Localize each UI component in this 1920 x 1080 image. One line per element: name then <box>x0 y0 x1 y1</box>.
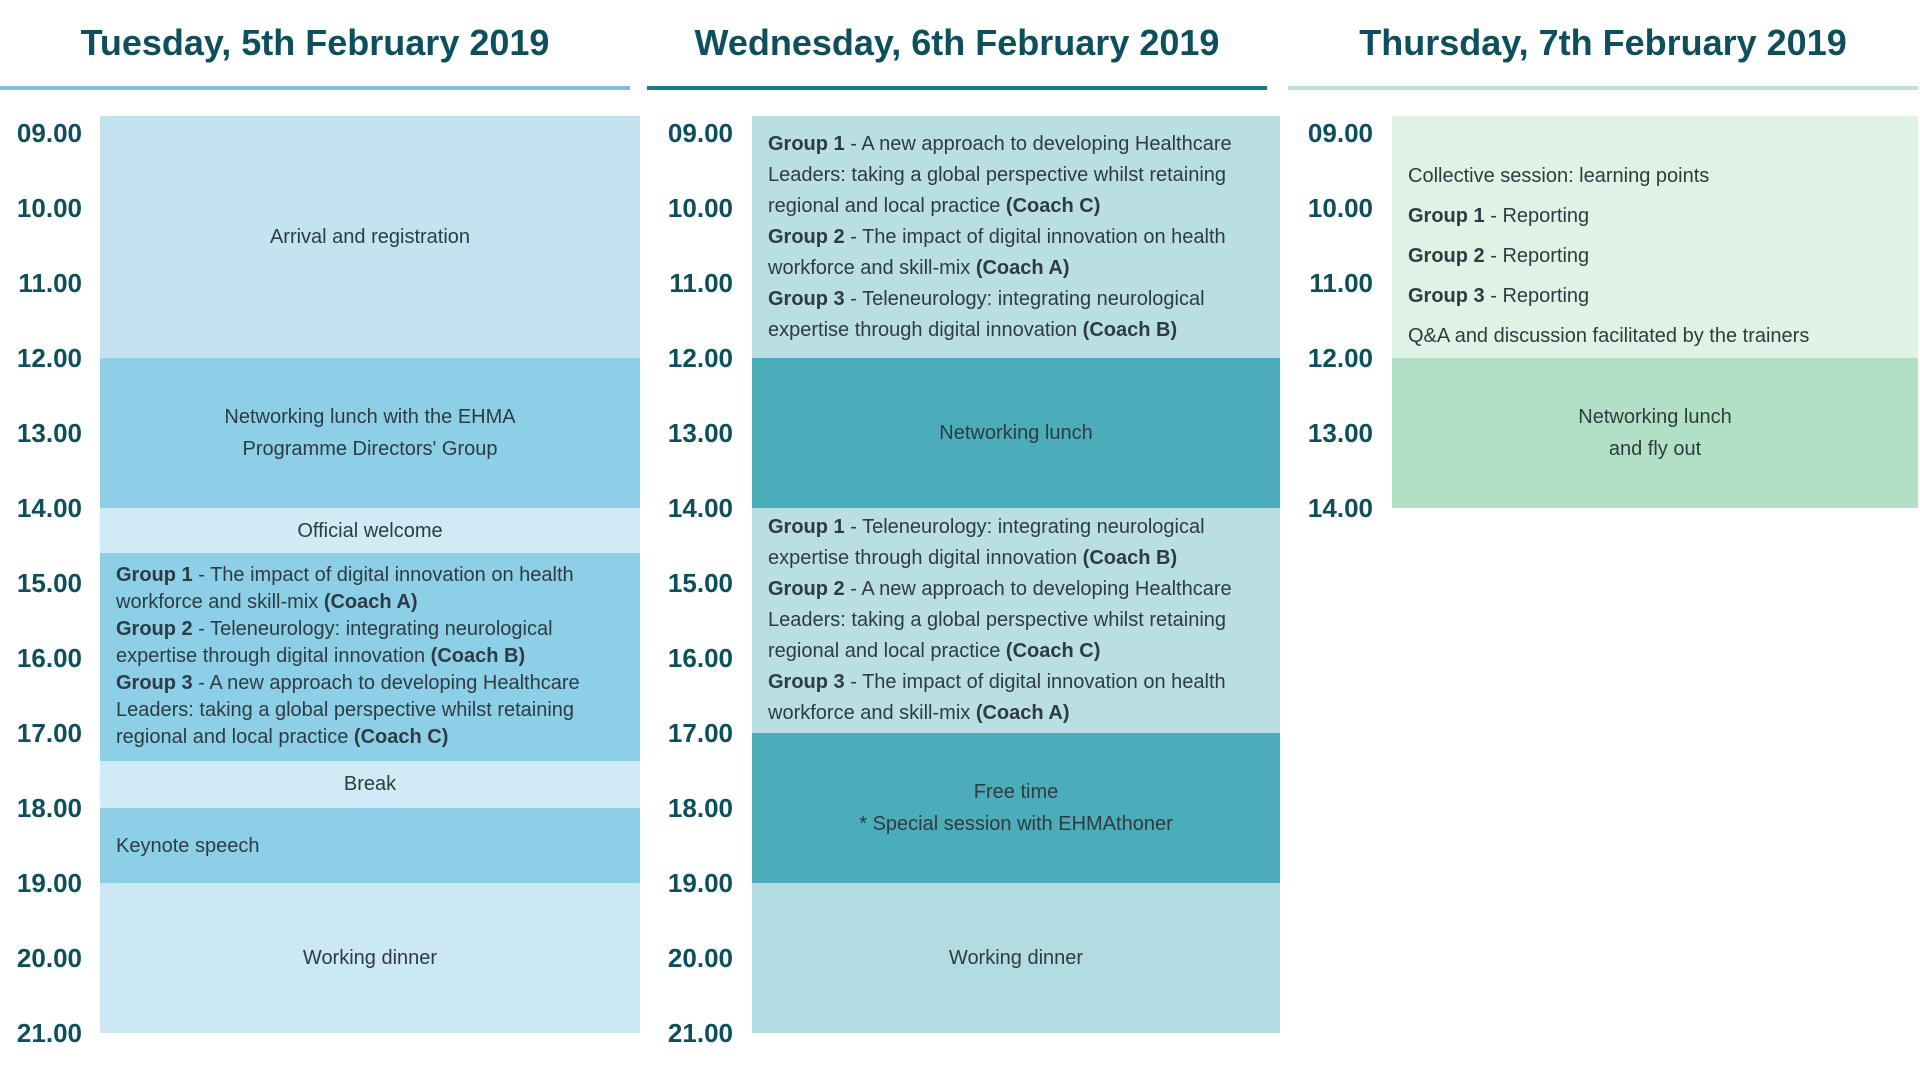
event-line <box>303 942 437 974</box>
event-line <box>116 724 448 751</box>
event-text-segment: Group 3 <box>768 671 845 693</box>
event-text-segment: regional and local practice <box>768 640 1006 662</box>
hour-label: 09.00 <box>1307 118 1373 148</box>
event-line <box>768 191 1100 222</box>
hour-label: 18.00 <box>667 793 733 823</box>
hour-label: 13.00 <box>16 418 82 448</box>
day-header-thursday: Thursday, 7th February 2019 <box>1359 22 1847 63</box>
event-line <box>768 512 1205 543</box>
event-text-segment: Break <box>343 773 397 796</box>
event-text-segment: Group 1 <box>768 132 845 155</box>
event-line <box>768 129 1232 160</box>
event-text-segment: (Coach A) <box>975 702 1070 724</box>
event-block <box>752 116 1280 358</box>
hour-label: 10.00 <box>16 193 82 223</box>
event-block <box>100 761 640 808</box>
hour-label: 19.00 <box>16 868 82 898</box>
hour-label: 19.00 <box>667 868 733 898</box>
hour-label: 10.00 <box>1307 193 1373 223</box>
event-block <box>752 733 1280 883</box>
event-text-segment: - Reporting <box>1484 285 1590 307</box>
event-block <box>100 358 640 508</box>
event-block <box>752 508 1280 733</box>
event-block <box>1392 358 1918 508</box>
event-block <box>100 553 640 761</box>
event-text-segment: * Special session with EHMAthoner <box>859 813 1173 835</box>
event-text-segment: (Coach B) <box>1082 547 1178 569</box>
event-text-segment: Working dinner <box>948 947 1084 969</box>
event-block <box>100 808 640 883</box>
day-underline-wednesday <box>647 86 1267 90</box>
event-line <box>768 315 1177 346</box>
event-text-segment: Leaders: taking a global perspective whilst retaining <box>116 699 575 722</box>
event-line <box>939 417 1092 449</box>
event-block <box>1392 116 1918 358</box>
event-text-segment: - A new approach to developing Healthcare <box>844 578 1232 600</box>
event-line <box>224 401 515 433</box>
event-text-segment: expertise through digital innovation <box>768 318 1083 341</box>
hour-label: 11.00 <box>1309 268 1373 298</box>
event-text-segment: Group 3 <box>116 672 193 695</box>
hour-label: 14.00 <box>667 493 733 523</box>
event-text-segment: Q&A and discussion facilitated by the trainers <box>1408 325 1810 347</box>
event-line <box>768 284 1205 315</box>
event-line <box>768 605 1226 636</box>
event-text-segment: Group 1 <box>768 516 845 538</box>
event-text-segment: Keynote speech <box>116 834 260 857</box>
event-line <box>859 808 1172 840</box>
event-block <box>752 883 1280 1033</box>
event-text-segment: Collective session: learning points <box>1408 165 1710 187</box>
hour-label: 15.00 <box>667 568 733 598</box>
event-text-segment: (Coach C) <box>1005 640 1101 662</box>
event-line <box>116 830 259 862</box>
event-text-segment: - A new approach to developing Healthcare <box>844 132 1232 155</box>
hour-label: 17.00 <box>667 718 733 748</box>
event-text-segment: Free time <box>973 781 1059 803</box>
event-line <box>344 768 396 800</box>
event-text-segment: workforce and skill-mix <box>768 256 976 279</box>
event-line <box>768 667 1226 698</box>
event-text-segment: Networking lunch <box>1578 406 1732 428</box>
event-text-segment: - Teleneurology: integrating neurological <box>844 516 1205 538</box>
event-text-segment: Networking lunch <box>939 422 1093 444</box>
event-line <box>768 574 1232 605</box>
hour-label: 16.00 <box>16 643 82 673</box>
event-text-segment: regional and local practice <box>768 194 1006 217</box>
hour-label: 10.00 <box>667 193 733 223</box>
event-text-segment: - The impact of digital innovation on health <box>844 225 1226 248</box>
event-line <box>768 543 1177 574</box>
event-text-segment: - Teleneurology: integrating neurological <box>192 618 553 641</box>
day-header-tuesday: Tuesday, 5th February 2019 <box>80 22 550 63</box>
event-text-segment: (Coach A) <box>975 256 1070 279</box>
day-underline-tuesday <box>0 86 630 90</box>
hour-label: 09.00 <box>16 118 82 148</box>
hour-label: 21.00 <box>667 1018 733 1048</box>
hour-label: 12.00 <box>1307 343 1373 373</box>
hour-label: 17.00 <box>16 718 82 748</box>
event-text-segment: - Teleneurology: integrating neurological <box>844 287 1205 310</box>
event-text-segment: (Coach B) <box>430 645 526 668</box>
event-text-segment: Group 3 <box>768 287 845 310</box>
event-text-segment: Programme Directors' Group <box>242 438 498 460</box>
event-text-segment: - A new approach to developing Healthcare <box>192 672 580 695</box>
event-text-segment: Networking lunch with the EHMA <box>224 406 516 428</box>
event-line <box>116 562 574 589</box>
event-text-segment: expertise through digital innovation <box>116 645 431 668</box>
event-text-segment: Group 2 <box>768 578 845 600</box>
hour-label: 11.00 <box>18 268 82 298</box>
event-text-segment: Group 3 <box>1408 285 1485 307</box>
event-text-segment: Group 1 <box>116 564 193 587</box>
event-line <box>1408 276 1589 316</box>
event-text-segment: expertise through digital innovation <box>768 547 1083 569</box>
event-line <box>116 589 418 616</box>
hour-label: 12.00 <box>667 343 733 373</box>
event-block <box>100 883 640 1033</box>
hour-label: 18.00 <box>16 793 82 823</box>
event-line <box>1408 196 1589 236</box>
event-text-segment: Arrival and registration <box>269 226 471 248</box>
event-line <box>768 636 1100 667</box>
hour-label: 20.00 <box>16 943 82 973</box>
event-text-segment: - The impact of digital innovation on health <box>192 564 574 587</box>
hour-label: 14.00 <box>16 493 82 523</box>
event-line <box>768 222 1226 253</box>
hour-label: 14.00 <box>1307 493 1373 523</box>
event-text-segment: Leaders: taking a global perspective whilst retaining <box>768 609 1227 631</box>
event-text-segment: workforce and skill-mix <box>116 591 324 614</box>
event-text-segment: Group 2 <box>768 225 845 248</box>
event-line <box>1408 156 1709 196</box>
event-text-segment: (Coach C) <box>353 726 449 749</box>
event-line <box>949 942 1083 974</box>
event-block <box>752 358 1280 508</box>
event-line <box>270 221 470 253</box>
event-line <box>768 160 1226 191</box>
event-text-segment: workforce and skill-mix <box>768 702 976 724</box>
day-underline-thursday <box>1288 86 1918 90</box>
event-text-segment: Official welcome <box>297 519 443 542</box>
event-text-segment: (Coach A) <box>323 591 418 614</box>
event-text-segment: Group 2 <box>116 618 193 641</box>
day-header-wednesday: Wednesday, 6th February 2019 <box>694 22 1220 63</box>
event-text-segment: (Coach B) <box>1082 318 1178 341</box>
event-line <box>116 697 574 724</box>
event-text-segment: Working dinner <box>302 947 438 969</box>
event-text-segment: (Coach C) <box>1005 194 1101 217</box>
event-line <box>297 515 442 547</box>
hour-label: 12.00 <box>16 343 82 373</box>
event-line <box>974 776 1058 808</box>
hour-label: 09.00 <box>667 118 733 148</box>
event-text-segment: regional and local practice <box>116 726 354 749</box>
event-text-segment: - Reporting <box>1484 205 1590 227</box>
hour-label: 11.00 <box>669 268 733 298</box>
event-text-segment: Group 2 <box>1408 245 1485 267</box>
event-line <box>768 698 1070 729</box>
event-line <box>116 643 525 670</box>
event-line <box>243 433 498 465</box>
hour-label: 21.00 <box>16 1018 82 1048</box>
event-line <box>1408 236 1589 276</box>
event-text-segment: - The impact of digital innovation on health <box>844 671 1226 693</box>
hour-label: 16.00 <box>667 643 733 673</box>
event-line <box>116 670 580 697</box>
hour-label: 20.00 <box>667 943 733 973</box>
event-line <box>1408 316 1809 356</box>
hour-label: 13.00 <box>667 418 733 448</box>
event-line <box>1609 433 1701 465</box>
event-text-segment: - Reporting <box>1484 245 1590 267</box>
hour-label: 15.00 <box>16 568 82 598</box>
event-text-segment: and fly out <box>1608 438 1702 460</box>
event-block <box>100 116 640 358</box>
event-text-segment: Leaders: taking a global perspective whilst retaining <box>768 163 1227 186</box>
event-text-segment: Group 1 <box>1408 205 1485 227</box>
event-block <box>100 508 640 553</box>
event-line <box>768 253 1070 284</box>
event-line <box>1578 401 1731 433</box>
event-line <box>116 616 553 643</box>
hour-label: 13.00 <box>1307 418 1373 448</box>
